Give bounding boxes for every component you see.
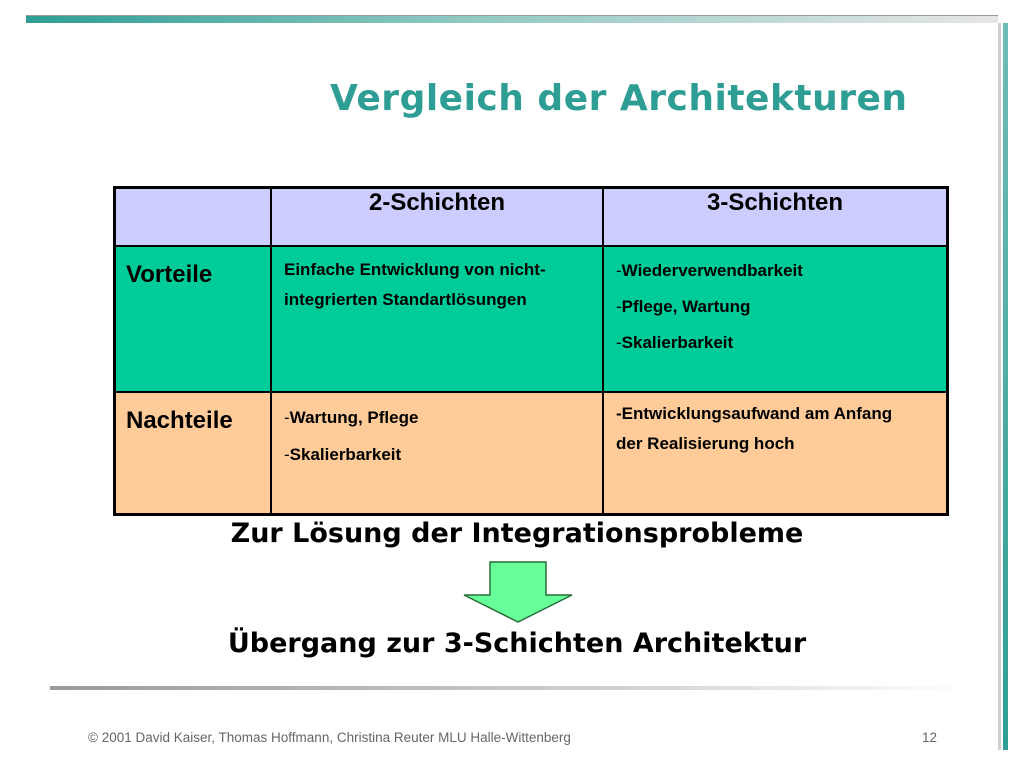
slide-footer: © 2001 David Kaiser, Thomas Hoffmann, Christina Reuter MLU Halle-Wittenberg <box>88 730 571 745</box>
cell-text: Skalierbarkeit <box>289 445 402 464</box>
table-row-vorteile <box>115 246 948 392</box>
table-row-nachteile <box>115 392 948 515</box>
subtitle-transition: Übergang zur 3-Schichten Architektur <box>227 628 807 659</box>
cell-vorteile-2-schichten <box>271 246 603 392</box>
cell-nachteile-2-schichten: -Wartung, Pflege -Skalierbarkeit <box>271 392 603 515</box>
cell-text: der Realisierung hoch <box>616 434 795 453</box>
comparison-table <box>113 186 949 516</box>
cell-nachteile-3-schichten <box>603 392 948 515</box>
page-number: 12 <box>922 730 938 745</box>
slide-bottom-line <box>50 686 970 690</box>
row-label-vorteile: Vorteile <box>115 246 272 392</box>
slide-top-bar <box>26 15 998 23</box>
table-header-row <box>115 188 948 247</box>
cell-text: Wartung, Pflege <box>289 408 419 427</box>
slide-title: Vergleich der Architekturen <box>330 78 908 119</box>
slide-frame-top-line <box>26 15 998 16</box>
down-arrow-icon <box>462 561 574 623</box>
subtitle-integration-problems: Zur Lösung der Integrationsprobleme <box>230 518 804 549</box>
cell-text: Pflege, Wartung <box>621 297 751 316</box>
cell-vorteile-3-schichten: -Wiederverwendbarkeit -Pflege, Wartung -Skalierbarkeit <box>603 246 948 392</box>
cell-text: -Entwicklungsaufwand am Anfang <box>616 404 893 423</box>
row-label-nachteile: Nachteile <box>115 392 272 515</box>
cell-text: Wiederverwendbarkeit <box>621 261 803 280</box>
cell-text: integrierten Standartlösungen <box>284 290 527 309</box>
cell-text: Einfache Entwicklung von nicht- <box>284 260 546 279</box>
header-2-schichten: 2-Schichten <box>271 188 603 247</box>
table-corner-cell <box>115 188 272 247</box>
header-3-schichten: 3-Schichten <box>603 188 948 247</box>
cell-text: Skalierbarkeit <box>621 333 734 352</box>
